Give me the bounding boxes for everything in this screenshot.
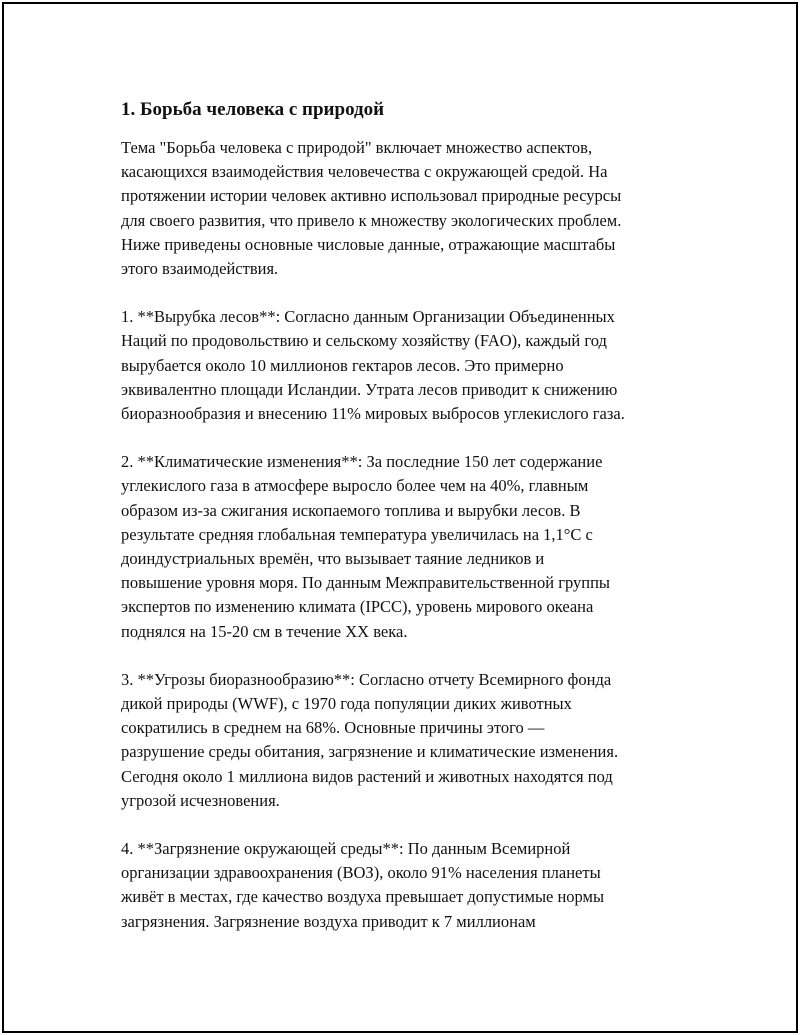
text-line: Тема "Борьба человека с природой" включает множество аспектов, (121, 138, 593, 157)
text-line: 3. **Угрозы биоразнообразию**: Согласно отчету Всемирного фонда (121, 669, 612, 689)
biodiversity-paragraph (121, 668, 711, 813)
text-line: 2. **Климатические изменения**: За последние 150 лет содержание (121, 452, 603, 472)
text-line: экспертов по изменению климата (IPCC), уровень мирового океана (121, 597, 594, 617)
text-line: углекислого газа в атмосфере выросло более чем на 40%, главным (121, 476, 589, 496)
text-line: Наций по продовольствию и сельскому хозяйству (FAO), каждый год (121, 331, 607, 351)
text-line: протяжении истории человек активно использовал природные ресурсы (121, 186, 622, 206)
text-line: доиндустриальных времён, что вызывает таяние ледников и (121, 549, 545, 569)
text-line: разрушение среды обитания, загрязнение и климатические изменения. (121, 742, 619, 762)
section-title: 1. Борьба человека с природой (121, 99, 385, 120)
text-line: загрязнения. Загрязнение воздуха приводит к 7 миллионам (121, 911, 536, 931)
text-line: результате средняя глобальная температура увеличилась на 1,1°C с (121, 524, 593, 544)
pollution-paragraph (121, 837, 711, 934)
text-line: угрозой исчезновения. (121, 790, 280, 810)
intro-paragraph (121, 136, 711, 281)
text-line: сократились в среднем на 68%. Основные причины этого — (121, 718, 545, 738)
text-line: повышение уровня моря. По данным Межправительственной группы (121, 573, 610, 593)
document-body (121, 96, 711, 958)
climate-change-paragraph (121, 450, 711, 644)
page-frame (2, 2, 798, 1033)
deforestation-paragraph (121, 305, 711, 426)
text-line: поднялся на 15-20 см в течение XX века. (121, 621, 408, 641)
text-line: живёт в местах, где качество воздуха превышает допустимые нормы (121, 887, 605, 907)
text-line: этого взаимодействия. (121, 259, 279, 279)
text-line: эквивалентно площади Исландии. Утрата лесов приводит к снижению (121, 379, 618, 399)
text-line: касающихся взаимодействия человечества с окружающей средой. На (121, 162, 608, 182)
text-line: вырубается около 10 миллионов гектаров лесов. Это примерно (121, 355, 564, 375)
text-line: Ниже приведены основные числовые данные, отражающие масштабы (121, 234, 616, 254)
text-line: для своего развития, что привело к множеству экологических проблем. (121, 210, 622, 230)
text-line: Сегодня около 1 миллиона видов растений и животных находятся под (121, 766, 613, 786)
text-line: 4. **Загрязнение окружающей среды**: По данным Всемирной (121, 839, 571, 859)
text-line: дикой природы (WWF), с 1970 года популяции диких животных (121, 694, 572, 714)
text-line: биоразнообразия и внесению 11% мировых выбросов углекислого газа. (121, 404, 625, 424)
text-line: 1. **Вырубка лесов**: Согласно данным Организации Объединенных (121, 307, 615, 327)
text-line: организации здравоохранения (ВОЗ), около 91% населения планеты (121, 863, 601, 883)
text-line: образом из-за сжигания ископаемого топлива и вырубки лесов. В (121, 500, 581, 520)
